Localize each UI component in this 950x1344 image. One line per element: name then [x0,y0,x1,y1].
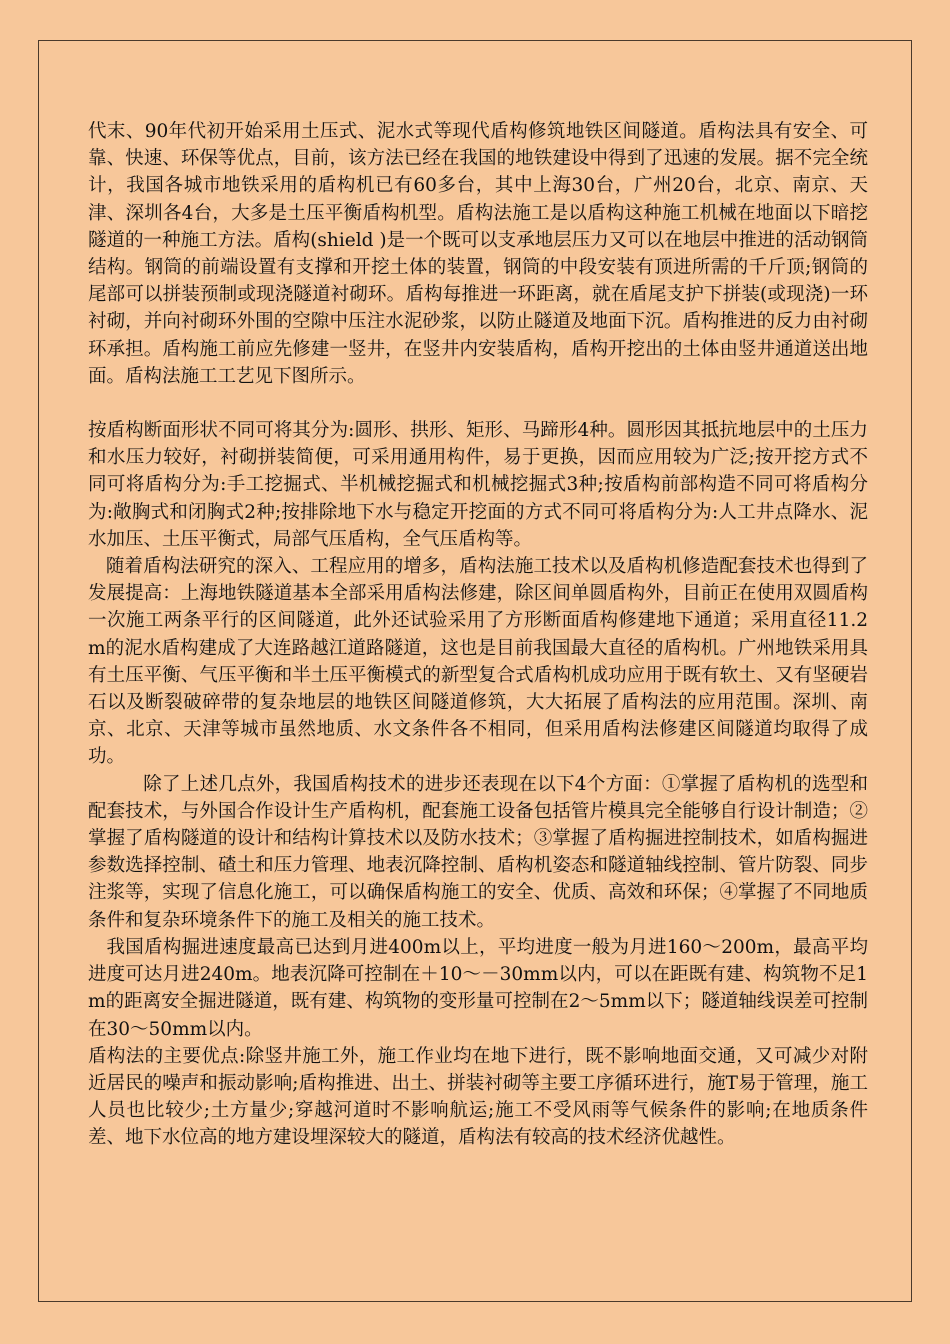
paragraph-excavation-speed: 我国盾构掘进速度最高已达到月进400m以上，平均进度一般为月进160～200m，最高平均进度可达月进240m。地表沉降可控制在＋10～－30mm以内，可以在距既有建、构筑物不足1m的距离安全掘进隧道，既有建、构筑物的变形量可控制在2～5mm以下；隧道轴线误差可控制在30～50mm以内。 [88,936,868,1040]
paragraph-technical-progress: 除了上述几点外，我国盾构技术的进步还表现在以下4个方面：①掌握了盾构机的选型和配套技术，与外国合作设计生产盾构机，配套施工设备包括管片模具完全能够自行设计制造；②掌握了盾构隧道的设计和结构计算技术以及防水技术；③掌握了盾构掘进控制技术，如盾构掘进参数选择控制、碴土和压力管理、地表沉降控制、盾构机姿态和隧道轴线控制、管片防裂、同步注浆等，实现了信息化施工，可以确保盾构施工的安全、优质、高效和环保；④掌握了不同地质条件和复杂环境条件下的施工及相关的施工技术。 [88,773,868,931]
paragraph-main-advantages: 盾构法的主要优点:除竖井施工外，施工作业均在地下进行，既不影响地面交通，又可减少对附近居民的噪声和振动影响;盾构推进、出土、拼装衬砌等主要工序循环进行，施T易于管理，施工人员也比较少;土方量少;穿越河道时不影响航运;施工不受风雨等气候条件的影响;在地质条件差、地下水位高的地方建设埋深较大的隧道，盾构法有较高的技术经济优越性。 [88,1045,868,1149]
paragraph-shield-method-overview: 代末、90年代初开始采用土压式、泥水式等现代盾构修筑地铁区间隧道。盾构法具有安全、可靠、快速、环保等优点，目前，该方法已经在我国的地铁建设中得到了迅速的发展。据不完全统计，我国各城市地铁采用的盾构机已有60多台，其中上海30台，广州20台，北京、南京、天津、深圳各4台，大多是土压平衡盾构机型。盾构法施工是以盾构这种施工机械在地面以下暗挖隧道的一种施工方法。盾构(shield )是一个既可以支承地层压力又可以在地层中推进的活动钢筒结构。钢筒的前端设置有支撑和开挖土体的装置，钢筒的中段安装有顶进所需的千斤顶;钢筒的尾部可以拼装预制或现浇隧道衬砌环。盾构每推进一环距离，就在盾尾支护下拼装(或现浇)一环衬砌，并向衬砌环外围的空隙中压注水泥砂浆，以防止隧道及地面下沉。盾构推进的反力由衬砌环承担。盾构施工前应先修建一竖井，在竖井内安装盾构，盾构开挖出的土体由竖井通道送出地面。盾构法施工工艺见下图所示。 [88,121,868,387]
paragraph-shield-classification: 按盾构断面形状不同可将其分为:圆形、拱形、矩形、马蹄形4种。圆形因其抵抗地层中的土压力和水压力较好，衬砌拼装简便，可采用通用构件，易于更换，因而应用较为广泛;按开挖方式不同可将盾构分为:手工挖掘式、半机械挖掘式和机械挖掘式3种;按盾构前部构造不同可将盾构分为:敞胸式和闭胸式2种;按排除地下水与稳定开挖面的方式不同可将盾构分为:人工井点降水、泥水加压、土压平衡式，局部气压盾构，全气压盾构等。 [88,420,868,550]
document-body [88,118,868,1152]
paragraph-technology-development: 随着盾构法研究的深入、工程应用的增多，盾构法施工技术以及盾构机修造配套技术也得到了发展提高：上海地铁隧道基本全部采用盾构法修建，除区间单圆盾构外，目前正在使用双圆盾构一次施工两条平行的区间隧道，此外还试验采用了方形断面盾构修建地下通道；采用直径11.2m的泥水盾构建成了大连路越江道路隧道，这也是目前我国最大直径的盾构机。广州地铁采用具有土压平衡、气压平衡和半土压平衡模式的新型复合式盾构机成功应用于既有软土、又有坚硬岩石以及断裂破碎带的复杂地层的地铁区间隧道修筑，大大拓展了盾构法的应用范围。深圳、南京、北京、天津等城市虽然地质、水文条件各不相同，但采用盾构法修建区间隧道均取得了成功。 [88,556,868,768]
paragraph-gap [88,390,868,417]
